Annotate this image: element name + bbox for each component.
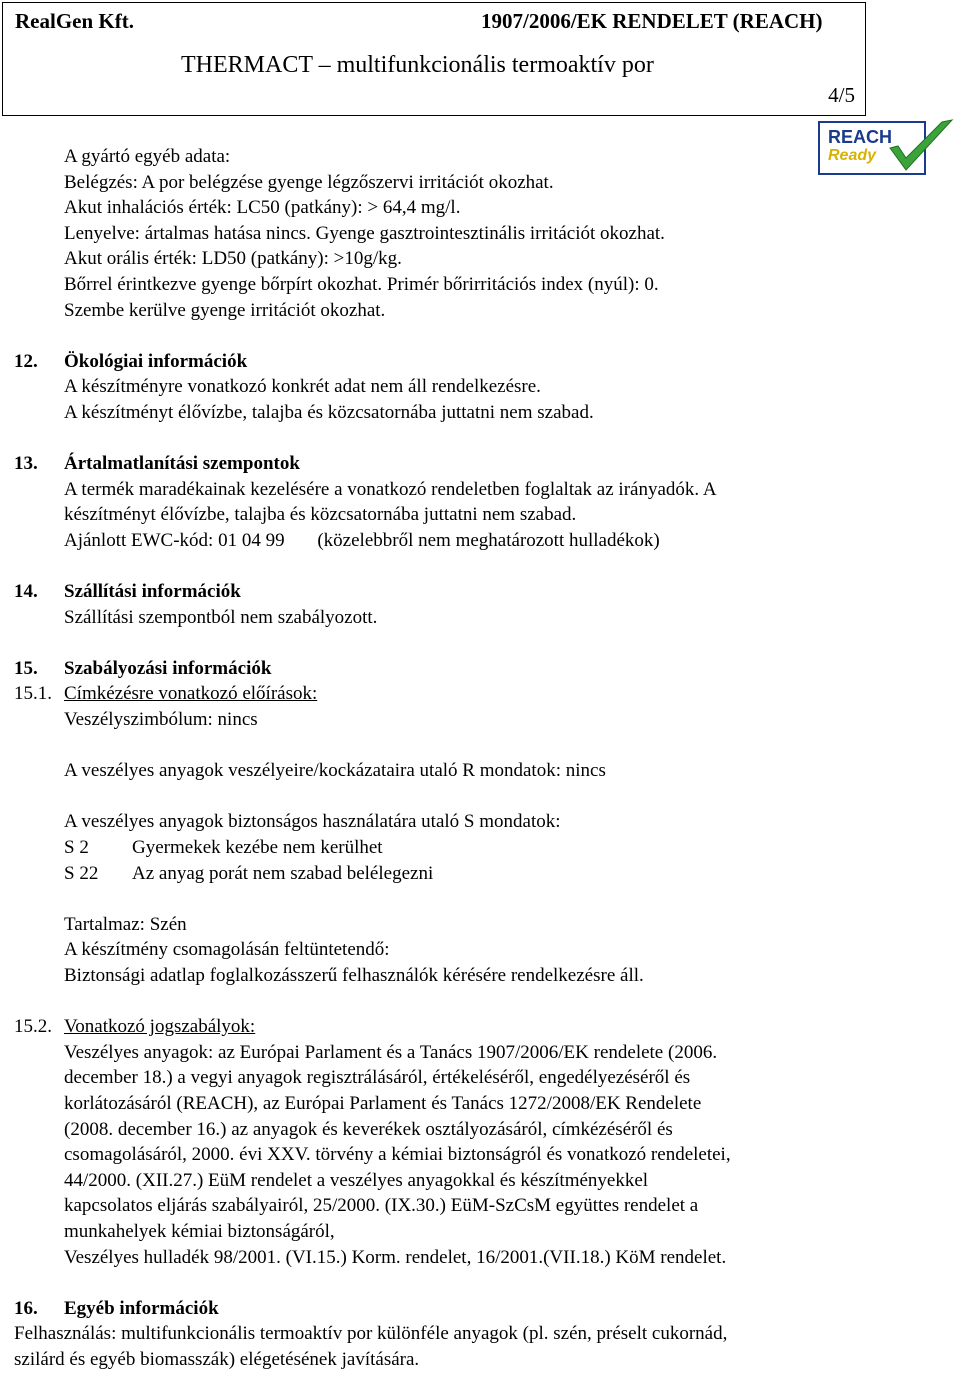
s-phrase-text: Gyermekek kezébe nem kerülhet bbox=[132, 837, 383, 859]
subsection-15-2-heading bbox=[14, 1014, 914, 1040]
toxicology-block bbox=[14, 144, 914, 323]
tox-line: Lenyelve: ártalmas hatása nincs. Gyenge gasztrointesztinális irritációt okozhat. bbox=[64, 222, 665, 244]
s-phrase-row bbox=[14, 835, 914, 861]
body-line: készítményt élővízbe, talajba és közcsatornába juttatni nem szabad. bbox=[64, 504, 577, 526]
tox-line: Bőrrel érintkezve gyenge bőrpírt okozhat. Primér bőrirritációs index (nyúl): 0. bbox=[64, 273, 659, 295]
subsection-15-1-heading bbox=[14, 681, 914, 707]
law-line: (2008. december 16.) az anyagok és keverékek osztályozásáról, címkézéséről és bbox=[64, 1118, 673, 1140]
body-line: A készítményre vonatkozó konkrét adat nem áll rendelkezésre. bbox=[64, 376, 541, 398]
document-header bbox=[2, 2, 866, 116]
subsection-number: 15.2. bbox=[14, 1016, 52, 1038]
ewc-code: Ajánlott EWC-kód: 01 04 99 bbox=[64, 529, 285, 551]
ewc-description: (közelebbről nem meghatározott hulladékok) bbox=[317, 529, 660, 551]
law-line: munkahelyek kémiai biztonságáról, bbox=[64, 1220, 335, 1242]
section-14-heading bbox=[14, 579, 914, 605]
regulation-title: 1907/2006/EK RENDELET (REACH) bbox=[481, 9, 823, 33]
logo-ready-text: Ready bbox=[828, 147, 877, 164]
law-line: december 18.) a vegyi anyagok regisztrálásáról, értékeléséről, engedélyezéséről és bbox=[64, 1067, 691, 1089]
tox-line: Akut orális érték: LD50 (patkány): >10g/kg. bbox=[64, 248, 402, 270]
section-12-body bbox=[14, 374, 914, 425]
section-12-heading bbox=[14, 349, 914, 375]
law-line: kapcsolatos eljárás szabályairól, 25/2000. (IX.30.) EüM-SzCsM együttes rendelet a bbox=[64, 1195, 699, 1217]
s-phrase-code: S 2 bbox=[64, 837, 89, 859]
s-phrase-text: Az anyag porát nem szabad belélegezni bbox=[132, 862, 434, 884]
s-phrase-code: S 22 bbox=[64, 862, 99, 884]
subsection-title: Vonatkozó jogszabályok: bbox=[64, 1016, 256, 1038]
law-line: Veszélyes anyagok: az Európai Parlament és a Tanács 1907/2006/EK rendelete (2006. bbox=[64, 1041, 718, 1063]
section-number: 12. bbox=[14, 350, 38, 372]
section-number: 15. bbox=[14, 657, 38, 679]
section-number: 13. bbox=[14, 453, 38, 475]
section-16-heading bbox=[14, 1296, 914, 1322]
law-line: csomagolásáról, 2000. évi XXV. törvény a kémiai biztonságról és vonatkozó rendeletei, bbox=[64, 1144, 731, 1166]
section-title: Szállítási információk bbox=[64, 581, 241, 603]
logo-reach-text: REACH bbox=[828, 127, 893, 147]
page-number: 4/5 bbox=[828, 83, 855, 107]
packaging-text: Biztonsági adatlap foglalkozásszerű felhasználók kérésére rendelkezésre áll. bbox=[64, 965, 644, 986]
packaging-label: A készítmény csomagolásán feltüntetendő: bbox=[64, 939, 390, 961]
body-line: A készítményt élővízbe, talajba és közcsatornába juttatni nem szabad. bbox=[64, 401, 594, 423]
tox-line: A gyártó egyéb adata: bbox=[64, 146, 231, 167]
s-phrases-title: A veszélyes anyagok biztonságos használatára utaló S mondatok: bbox=[64, 811, 561, 833]
section-13-body bbox=[14, 477, 914, 554]
legislation-block bbox=[14, 1040, 914, 1270]
ewc-code-line bbox=[64, 528, 914, 554]
subsection-title: Címkézésre vonatkozó előírások: bbox=[64, 683, 318, 705]
company-name: RealGen Kft. bbox=[15, 9, 134, 33]
body-line: Szállítási szempontból nem szabályozott. bbox=[64, 606, 378, 628]
product-name: THERMACT – multifunkcionális termoaktív por bbox=[181, 52, 654, 78]
body-line: szilárd és egyéb biomasszák) elégetésének javítására. bbox=[14, 1348, 420, 1370]
section-title: Ökológiai információk bbox=[64, 350, 248, 372]
tox-line: Akut inhalációs érték: LC50 (patkány): > 64,4 mg/l. bbox=[64, 197, 461, 219]
section-13-heading bbox=[14, 451, 914, 477]
section-number: 14. bbox=[14, 581, 38, 603]
document-body bbox=[14, 144, 914, 1373]
s-phrase-row bbox=[14, 861, 914, 887]
body-line: Felhasználás: multifunkcionális termoaktív por különféle anyagok (pl. szén, préselt cukornád, bbox=[14, 1323, 728, 1345]
section-number: 16. bbox=[14, 1297, 38, 1319]
r-phrases-line: A veszélyes anyagok veszélyeire/kockázataira utaló R mondatok: nincs bbox=[64, 760, 606, 782]
body-line: A termék maradékainak kezelésére a vonatkozó rendeletben foglaltak az irányadók. A bbox=[64, 478, 717, 500]
law-line: 44/2000. (XII.27.) EüM rendelet a veszélyes anyagokkal és készítményekkel bbox=[64, 1169, 649, 1191]
tox-line: Belégzés: A por belégzése gyenge légzőszervi irritációt okozhat. bbox=[64, 171, 554, 193]
section-title: Szabályozási információk bbox=[64, 657, 272, 679]
contains-line: Tartalmaz: Szén bbox=[64, 913, 187, 935]
section-15-heading bbox=[14, 656, 914, 682]
tox-line: Szembe kerülve gyenge irritációt okozhat. bbox=[64, 299, 386, 321]
law-line: Veszélyes hulladék 98/2001. (VI.15.) Korm. rendelet, 16/2001.(VII.18.) KöM rendelet. bbox=[64, 1246, 727, 1268]
hazard-symbol-line: Veszélyszimbólum: nincs bbox=[64, 709, 258, 731]
law-line: korlátozásáról (REACH), az Európai Parlament és Tanács 1272/2008/EK Rendelete bbox=[64, 1092, 702, 1114]
subsection-number: 15.1. bbox=[14, 683, 52, 705]
section-title: Egyéb információk bbox=[64, 1297, 219, 1319]
section-title: Ártalmatlanítási szempontok bbox=[64, 453, 300, 475]
